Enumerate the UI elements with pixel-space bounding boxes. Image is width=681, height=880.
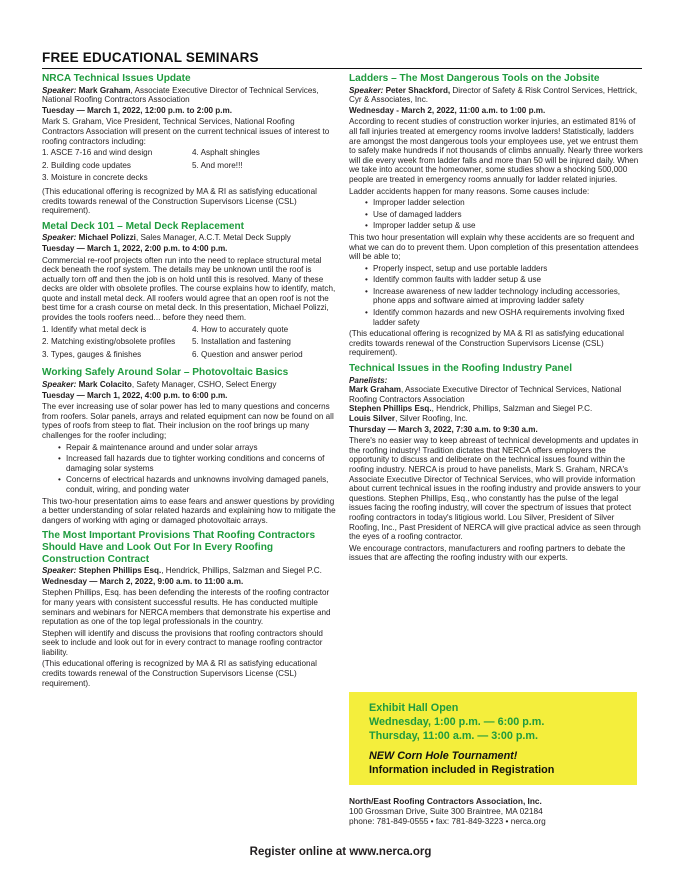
seminar-description: There's no easier way to keep abreast of technical developments and updates in the roofing industry! Tradition dictates that NERCA offers employers the opportunity to discuss and deliberate on the technical issues found within the roofing industry. NERCA is proud to have panelists, Mark S. Graham, NRCA's Associate Executive Director of Technical Services, who will provide information about current technical issues in the roofing industry and provide answers to your questions. Stephen Phillips, Esq., who constantly has the pulse of the legal issues facing the roofing industry, will cover the spectrum of issues that protect roofing contractors in today's litigious world. Lou Silver, President of Silver Roofing, Inc., Past President of NERCA will give practical advice as seen through the eyes of a roofing contractor.: [349, 436, 641, 542]
reasons-list: [365, 198, 643, 231]
list-item: • Use of damaged ladders: [365, 210, 643, 220]
seminar-title: NRCA Technical Issues Update: [42, 73, 191, 84]
topic-item: 2. Building code updates: [42, 160, 131, 170]
topic-item: 5. Installation and fastening: [192, 337, 291, 347]
speaker-label: Speaker:: [349, 85, 384, 95]
exhibit-heading: Exhibit Hall Open: [369, 702, 459, 714]
csl-note: (This educational offering is recognized by MA & RI as satisfying educational credits towards renewal of the Construction Supervisors License (CSL) requirement).: [42, 659, 317, 688]
session-time: Wednesday — March 2, 2022, 9:00 a.m. to 11:00 a.m.: [42, 576, 244, 586]
reasons-intro: Ladder accidents happen for many reasons. Some causes include:: [349, 186, 590, 196]
seminar-description: Stephen Phillips, Esq. has been defending the interests of the roofing contractor for many years with consistent successful results. He has conducted multiple seminars and webinars for NERCA members that demonstrate his expertise and reputation as one of the top legal professionals in the country.: [42, 588, 331, 627]
speaker-line: [349, 86, 643, 105]
topic-item: [192, 173, 336, 186]
speaker-line: [42, 86, 336, 105]
speaker-label: Speaker:: [42, 85, 77, 95]
speaker-affiliation: , Sales Manager, A.C.T. Metal Deck Supply: [135, 233, 291, 243]
panelist-affiliation: , Silver Roofing, Inc.: [395, 414, 468, 423]
panelists-label: Panelists:: [349, 375, 388, 385]
speaker-label: Speaker:: [42, 233, 77, 243]
list-item: • Increased fall hazards due to tighter working conditions and concerns of damaging solar systems: [58, 454, 336, 473]
seminar-description: The ever increasing use of solar power has led to many questions and concerns from roofers. Solar panels, arrays and related equipment can now be found on all types of roofs from steep to flat. Their inclusion on the roof brings up many challenges for the roofer including;: [42, 402, 334, 440]
topic-item: 3. Moisture in concrete decks: [42, 173, 148, 183]
topic-item: 4. Asphalt shingles: [192, 148, 260, 158]
bullet-list: [365, 264, 643, 328]
speaker-affiliation: Director of Safety & Risk Control Services, Hettrick, Cyr & Associates, Inc.: [349, 85, 638, 105]
topic-list: [42, 148, 336, 186]
speaker-label: Speaker:: [42, 380, 77, 390]
exhibit-hall-box: [349, 692, 637, 785]
panelists-label-line: [349, 376, 643, 386]
speaker-affiliation: , Safety Manager, CSHO, Select Energy: [131, 380, 277, 390]
seminar-mid: This two hour presentation will explain why these accidents are so frequent and what we can do to prevent them. Upon completion of this presentation attendees will be able to;: [349, 232, 639, 262]
speaker-name: Mark Colacito: [78, 380, 132, 390]
seminar-outro: This two-hour presentation aims to ease fears and answer questions by providing a better understanding of solar related hazards and explaining how to mitigate the dangers of working with aging or damaged photovoltaic arrays.: [42, 496, 336, 525]
register-footer[interactable]: Register online at www.nerca.org: [249, 846, 432, 858]
session-time: Tuesday — March 1, 2022, 2:00 p.m. to 4:00 p.m.: [42, 243, 228, 253]
seminar-subtitle: Should Have and Look Out For In Every Roofing Construction Contract: [42, 541, 274, 565]
seminar-description: Commercial re-roof projects often run into the need to replace structural metal deck beneath the roof system. The details may be unknown until the roof is actually torn off and then the job is on hold until this is resolved. Many of these decks are older with obsolete profiles. The course explains how to identify, match, quote and install metal deck. All roofers would agree that an open roof is not the best time for a crash course on metal deck. In this presentation, Michael Polizzi, provides the tools roofers need... before they need them.: [42, 255, 336, 323]
panelist-name: Louis Silver: [349, 414, 396, 423]
panelist: [349, 414, 643, 424]
topic-item: 1. ASCE 7-16 and wind design: [42, 148, 153, 158]
seminar-title: Ladders – The Most Dangerous Tools on the Jobsite: [349, 73, 600, 84]
list-item: • Identify common faults with ladder setup & use: [365, 275, 643, 285]
list-item: • Repair & maintenance around and under solar arrays: [58, 443, 336, 453]
topic-item: 4. How to accurately quote: [192, 324, 289, 334]
right-column: [349, 73, 643, 568]
list-item: • Improper ladder selection: [365, 198, 643, 208]
list-item: • Properly inspect, setup and use portable ladders: [365, 264, 643, 274]
session-time: Tuesday — March 1, 2022, 4:00 p.m. to 6:00 p.m.: [42, 390, 228, 400]
speaker-line: [42, 566, 336, 576]
organization-name: North/East Roofing Contractors Association, Inc.: [349, 796, 542, 806]
csl-note: (This educational offering is recognized by MA & RI as satisfying educational credits towards renewal of the Construction Supervisors License (CSL) requirement).: [349, 329, 624, 358]
speaker-name: Peter Shackford,: [385, 85, 451, 95]
session-time: Tuesday — March 1, 2022, 12:00 p.m. to 2:00 p.m.: [42, 105, 232, 115]
topic-list: [42, 325, 336, 363]
panelist-affiliation: , Associate Executive Director of Technical Services, National Roofing Contractors Association: [349, 385, 622, 404]
seminar-title: Metal Deck 101 – Metal Deck Replacement: [42, 220, 244, 232]
topic-item: 5. And more!!!: [192, 160, 243, 170]
seminar-metal-deck: [42, 221, 336, 363]
seminar-title: The Most Important Provisions That Roofing Contractors: [42, 530, 316, 542]
topic-item: 3. Types, gauges & finishes: [42, 349, 142, 359]
csl-note: (This educational offering is recognized by MA & RI as satisfying educational credits towards renewal of the Construction Supervisors License (CSL) requirement).: [42, 186, 317, 216]
seminar-contract-provisions: [42, 530, 336, 688]
list-item: • Increase awareness of new ladder technology including accessories, phone apps and software aimed at improving ladder safety: [365, 287, 643, 306]
speaker-name: Stephen Phillips Esq.: [78, 566, 162, 576]
speaker-name: Mark Graham: [78, 85, 131, 95]
panelist-name: Mark Graham: [349, 385, 401, 395]
left-column: [42, 73, 336, 693]
page-title: FREE EDUCATIONAL SEMINARS: [42, 50, 642, 69]
speaker-affiliation: , Associate Executive Director of Technical Services, National Roofing Contractors Association: [42, 85, 319, 105]
speaker-line: [42, 380, 336, 390]
list-item: • Improper ladder setup & use: [365, 221, 643, 231]
list-item: • Identify common hazards and new OSHA requirements involving fixed ladder safety: [365, 308, 643, 327]
panelist-name: Stephen Phillips Esq.: [349, 404, 432, 414]
topic-item: 2. Matching existing/obsolete profiles: [42, 337, 176, 347]
topic-item: 6. Question and answer period: [192, 349, 303, 359]
seminar-description-2: We encourage contractors, manufacturers and roofing partners to debate the issues that are affecting the roofing industry with our experts.: [349, 543, 626, 563]
seminar-title: Working Safely Around Solar – Photovoltaic Basics: [42, 367, 289, 379]
panelist: [349, 385, 643, 404]
session-time: Thursday — March 3, 2022, 7:30 a.m. to 9:30 a.m.: [349, 424, 538, 434]
seminar-nrca-technical: [42, 73, 336, 216]
seminar-panel: [349, 363, 643, 563]
list-item: • Concerns of electrical hazards and unknowns involving damaged panels, conduit, wiring, and ponding water: [58, 475, 336, 494]
organization-address: 100 Grossman Drive, Suite 300 Braintree, MA 02184: [349, 806, 543, 817]
organization-info: [349, 796, 649, 827]
seminar-description: According to recent studies of construction worker injuries, an estimated 81% of all fall injuries treated at emergency rooms involve ladders! Statistically, ladders are amongst the most dangerous tools your employees use, yet we entrust them to safely make hundreds if not thousands of climbs annually. Nearly three workers will die every week from ladder falls and more than 50 will be injured daily. When we take into account the homeowner, some studies show a shocking 500,000 people are treated in emergency rooms annually for ladder related injuries.: [349, 117, 643, 184]
registration-info: Information included in Registration: [369, 764, 555, 777]
seminar-ladders: [349, 73, 643, 358]
seminar-description: Mark S. Graham, Vice President, Technical Services, National Roofing Contractors Association will present on the current technical issues of interest to roofing contractors including:: [42, 117, 330, 146]
panelist-affiliation: , Hendrick, Phillips, Salzman and Siegel P.C.: [431, 404, 593, 414]
speaker-line: [42, 233, 336, 243]
bullet-list: [58, 443, 336, 495]
corn-hole-promo: NEW Corn Hole Tournament!: [369, 750, 518, 763]
speaker-name: Michael Polizzi: [78, 233, 136, 243]
organization-contact: phone: 781-849-0555 • fax: 781-849-3223 • nerca.org: [349, 816, 546, 827]
session-time: Wednesday - March 2, 2022, 11:00 a.m. to 1:00 p.m.: [349, 105, 546, 115]
seminar-description-2: Stephen will identify and discuss the provisions that roofing contractors should seek to include and look out for in every contract to manage roofing contractor liability.: [42, 628, 323, 657]
panelist: [349, 404, 643, 414]
speaker-affiliation: , Hendrick, Phillips, Salzman and Siegel P.C.: [161, 566, 322, 576]
exhibit-hours-thursday: Thursday, 11:00 a.m. — 3:00 p.m.: [369, 729, 539, 742]
topic-item: 1. Identify what metal deck is: [42, 324, 147, 334]
speaker-label: Speaker:: [42, 566, 77, 576]
seminar-solar: [42, 367, 336, 525]
exhibit-hours-wednesday: Wednesday, 1:00 p.m. — 6:00 p.m.: [369, 715, 545, 728]
seminar-title: Technical Issues in the Roofing Industry Panel: [349, 363, 573, 375]
